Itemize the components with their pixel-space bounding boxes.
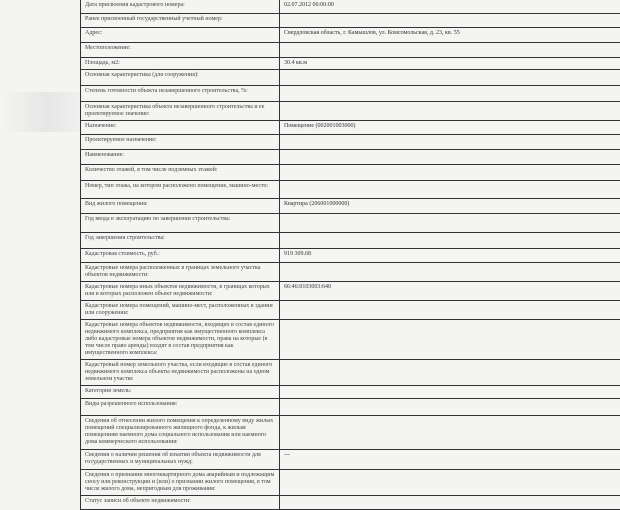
- table-row: [81, 249, 620, 263]
- table-row: [81, 121, 620, 135]
- row-value: [280, 165, 620, 181]
- row-value: [280, 181, 620, 199]
- table-row: [81, 199, 620, 214]
- table-row: [81, 416, 620, 450]
- table-row: [81, 58, 620, 70]
- table-row: [81, 14, 620, 28]
- table-row: [81, 320, 620, 360]
- table-row: [81, 135, 620, 150]
- row-value: [280, 135, 620, 150]
- row-label: Ранее присвоенный государственный учетный номер:: [81, 14, 280, 28]
- table-row: [81, 233, 620, 249]
- row-label: Основная характеристика (для сооружения):: [81, 70, 280, 86]
- table-row: [81, 28, 620, 43]
- row-label: Адрес:: [81, 28, 280, 43]
- row-label: Сведения о признании многоквартирного дома аварийным и подлежащим сносу или реконструкции и (или) о признании жилого помещения, в том числе жилого дома, непригодным для проживания:: [81, 470, 280, 496]
- row-label: Сведения о наличии решения об изъятии объекта недвижимости для государственных и муниципальных нужд:: [81, 450, 280, 470]
- table-row: [81, 399, 620, 416]
- row-value: [280, 14, 620, 28]
- row-value: ---: [280, 450, 620, 470]
- row-value: [280, 360, 620, 386]
- row-value: [280, 320, 620, 360]
- row-value: Квартира (206001000000): [280, 199, 620, 214]
- table-row: [81, 496, 620, 510]
- row-label: Проектируемое назначение:: [81, 135, 280, 150]
- row-value: [280, 102, 620, 121]
- row-label: Дата присвоения кадастрового номера:: [81, 0, 280, 14]
- table-row: [81, 165, 620, 181]
- row-label: Кадастровые номера объектов недвижимости, входящих в состав единого недвижимого комплекса, предприятия как имущественного комплекса либо кадастровые номера объектов недвижимости, права на которые (в том числе право аренды) входят в состав предприятия как имущественного комплекса:: [81, 320, 280, 360]
- row-label: Виды разрешенного использования:: [81, 399, 280, 416]
- table-row: [81, 150, 620, 165]
- row-value: Свердловская область, г. Камышлов, ул. Комсомольская, д. 23, кв. 55: [280, 28, 620, 43]
- row-value: [280, 470, 620, 496]
- row-label: Кадастровая стоимость, руб.:: [81, 249, 280, 263]
- table-row: [81, 0, 620, 14]
- table-row: [81, 263, 620, 282]
- row-label: Площадь, м2:: [81, 58, 280, 70]
- row-value: [280, 70, 620, 86]
- row-label: Кадастровые номера расположенных в границах земельного участка объектов недвижимости:: [81, 263, 280, 282]
- row-value: 919 309.68: [280, 249, 620, 263]
- table-row: [81, 450, 620, 470]
- table-row: [81, 102, 620, 121]
- table-row: [81, 301, 620, 320]
- table-row: [81, 386, 620, 399]
- row-label: Категория земель:: [81, 386, 280, 399]
- row-value: [280, 263, 620, 282]
- row-value: [280, 233, 620, 249]
- table-row: [81, 360, 620, 386]
- row-label: Основная характеристика объекта незавершенного строительства и ее проектируемое значение:: [81, 102, 280, 121]
- row-label: Наименование:: [81, 150, 280, 165]
- row-value: Помещение (002001003000): [280, 121, 620, 135]
- row-label: Год ввода в эксплуатацию по завершении строительства:: [81, 214, 280, 233]
- table-row: [81, 70, 620, 86]
- row-value: [280, 416, 620, 450]
- row-value: 66:46:0103003:640: [280, 282, 620, 301]
- row-label: Количество этажей, в том числе подземных этажей:: [81, 165, 280, 181]
- row-value: 02.07.2012 00:00:00: [280, 0, 620, 14]
- row-label: Кадастровые номера иных объектов недвижимости, в границах которых или в которых расположен объект недвижимости:: [81, 282, 280, 301]
- property-info-table: [80, 0, 620, 510]
- row-value: [280, 301, 620, 320]
- table-row: [81, 86, 620, 102]
- table-row: [81, 282, 620, 301]
- row-label: Вид жилого помещения:: [81, 199, 280, 214]
- row-label: Назначение:: [81, 121, 280, 135]
- row-label: Номер, тип этажа, на котором расположено помещение, машино-место:: [81, 181, 280, 199]
- table-row: [81, 181, 620, 199]
- row-label: Кадастровые номера помещений, машино-мест, расположенных в здании или сооружении:: [81, 301, 280, 320]
- row-value: [280, 386, 620, 399]
- row-value: [280, 496, 620, 510]
- row-value: [280, 86, 620, 102]
- row-label: Год завершения строительства:: [81, 233, 280, 249]
- row-value: [280, 214, 620, 233]
- row-label: Сведения об отнесении жилого помещения к определенному виду жилых помещений специализированного жилищного фонда, к жилым помещениям наемного дома социального использования или наемного дома коммерческого использования:: [81, 416, 280, 450]
- scan-smudge: [0, 92, 80, 132]
- row-value: [280, 43, 620, 58]
- row-label: Кадастровый номер земельного участка, если входящие в состав единого недвижимого комплекса объекты недвижимости расположены на одном земельном участке: [81, 360, 280, 386]
- row-label: Степень готовности объекта незавершенного строительства, %:: [81, 86, 280, 102]
- row-value: [280, 150, 620, 165]
- row-label: Статус записи об объекте недвижимости:: [81, 496, 280, 510]
- table-row: [81, 214, 620, 233]
- table-row: [81, 470, 620, 496]
- row-value: 30.4 кв.м: [280, 58, 620, 70]
- row-label: Местоположение:: [81, 43, 280, 58]
- table-row: [81, 43, 620, 58]
- row-value: [280, 399, 620, 416]
